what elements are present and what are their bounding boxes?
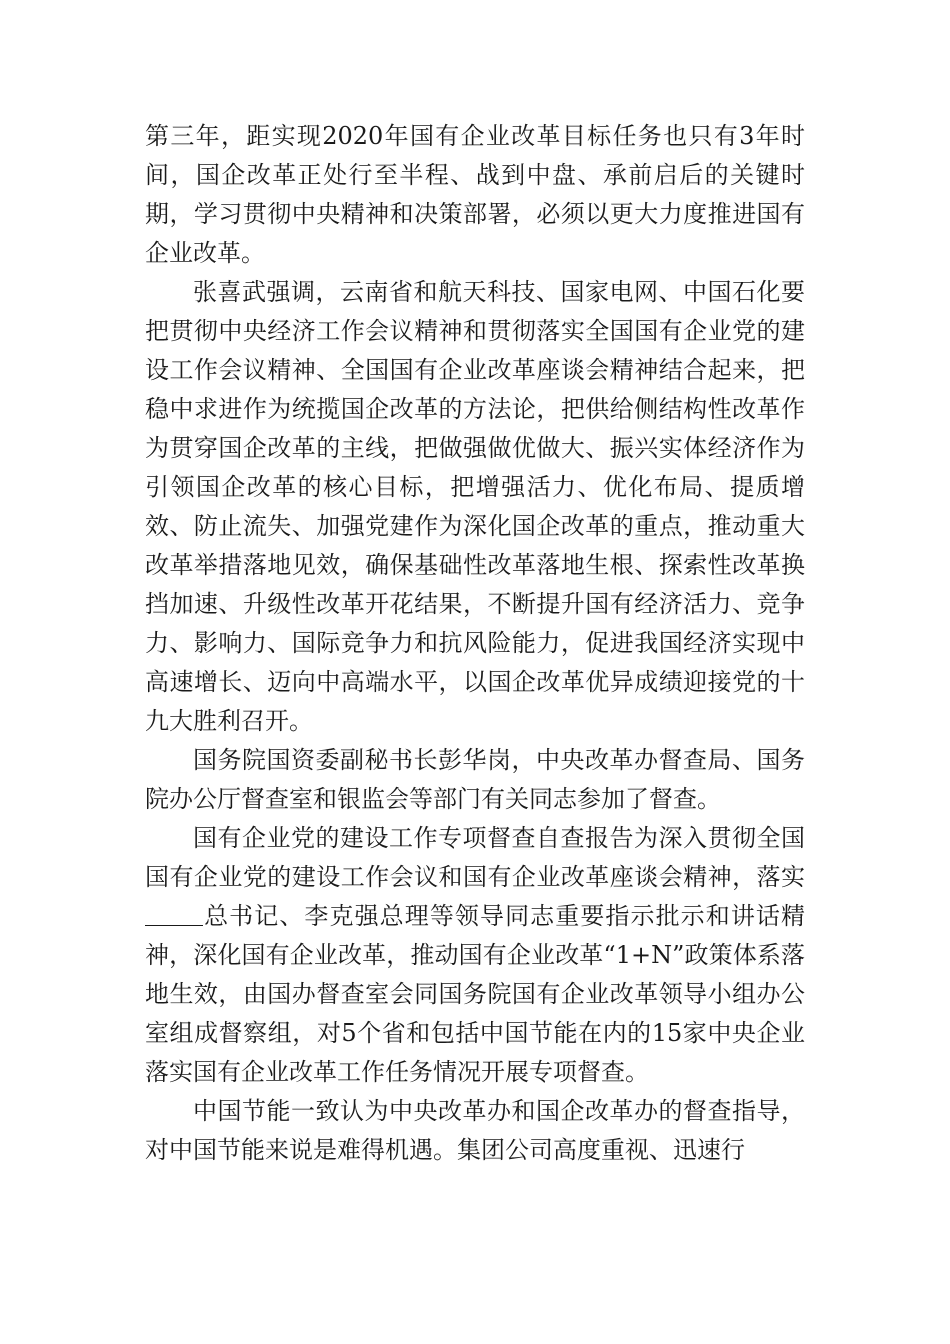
paragraph-cecep: 中国节能一致认为中央改革办和国企改革办的督查指导，对中国节能来说是难得机遇。集团公司高度重视、迅速行 [145,1097,805,1164]
redacted-blank [145,903,203,926]
paragraph-peng-huagang: 国务院国资委副秘书长彭华岗，中央改革办督查局、国务院办公厅督查室和银监会等部门有关同志参加了督查。 [145,746,805,813]
paragraph-special-inspection-part-1: 国有企业党的建设工作专项督查自查报告为深入贯彻全国国有企业党的建设工作会议和国有企业改革座谈会精神，落实 [145,824,805,891]
document-body [145,117,805,1170]
paragraph-special-inspection [145,819,805,1092]
paragraph-zhang-xiwu: 张喜武强调，云南省和航天科技、国家电网、中国石化要把贯彻中央经济工作会议精神和贯彻落实全国国有企业党的建设工作会议精神、全国国有企业改革座谈会精神结合起来，把稳中求进作为统揽国企改革的方法论，把供给侧结构性改革作为贯穿国企改革的主线，把做强做优做大、振兴实体经济作为引领国企改革的核心目标，把增强活力、优化布局、提质增效、防止流失、加强党建作为深化国企改革的重点，推动重大改革举措落地见效，确保基础性改革落地生根、探索性改革换挡加速、升级性改革开花结果，不断提升国有经济活力、竞争力、影响力、国际竞争力和抗风险能力，促进我国经济实现中高速增长、迈向中高端水平，以国企改革优异成绩迎接党的十九大胜利召开。 [145,278,805,735]
paragraph-special-inspection-part-2: 总书记、李克强总理等领导同志重要指示批示和讲话精神，深化国有企业改革，推动国有企业改革“1+N”政策体系落地生效，由国办督查室会同国务院国有企业改革领导小组办公室组成督察组，对5个省和包括中国节能在内的15家中央企业落实国有企业改革工作任务情况开展专项督查。 [145,902,805,1086]
paragraph-continuation: 第三年，距实现2020年国有企业改革目标任务也只有3年时间，国企改革正处行至半程、战到中盘、承前启后的关键时期，学习贯彻中央精神和决策部署，必须以更大力度推进国有企业改革。 [145,122,805,267]
